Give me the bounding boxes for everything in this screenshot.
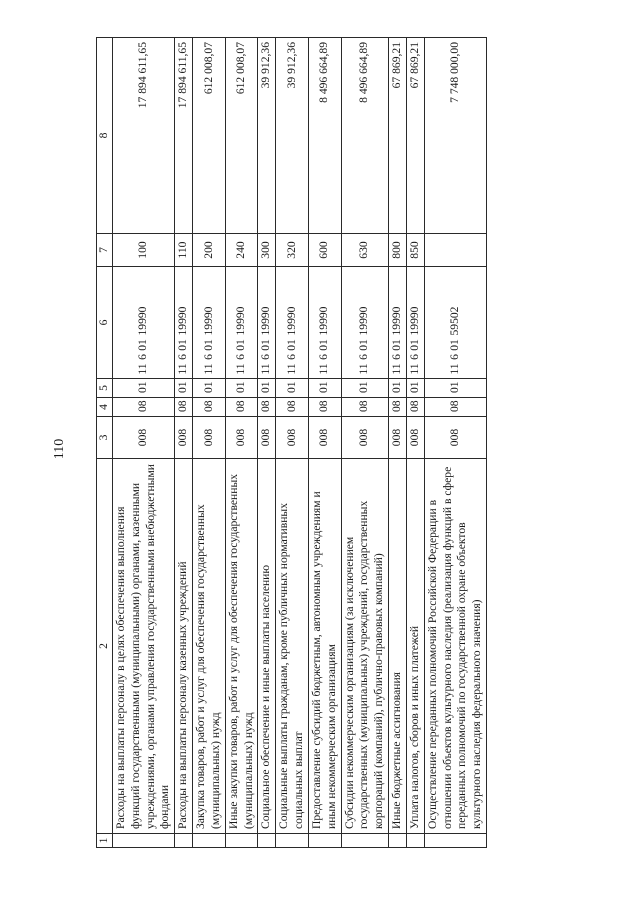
target-article-code bbox=[424, 267, 486, 379]
table-row bbox=[193, 38, 226, 848]
expense-name: Уплата налогов, сборов и иных платежей bbox=[406, 459, 424, 834]
section-code: 08 bbox=[276, 398, 309, 417]
program-code: 11 bbox=[136, 363, 150, 375]
expense-type-code: 320 bbox=[276, 234, 309, 267]
row-index-cell bbox=[308, 834, 341, 848]
table-row bbox=[175, 38, 193, 848]
ministry-code: 008 bbox=[258, 417, 276, 459]
subsection-code: 01 bbox=[193, 379, 226, 398]
expense-name: Иные закупки товаров, работ и услуг для обеспечения государственных (муниципальных) нужд bbox=[225, 459, 258, 834]
direction-code: 19990 bbox=[176, 306, 190, 336]
amount: 39 912,36 bbox=[276, 38, 309, 234]
row-index-cell bbox=[175, 834, 193, 848]
table-row bbox=[406, 38, 424, 848]
expense-type-code: 110 bbox=[175, 234, 193, 267]
subprogram-code: 6 bbox=[259, 354, 273, 360]
section-code: 08 bbox=[424, 398, 486, 417]
direction-code: 19990 bbox=[284, 306, 298, 336]
target-article-code bbox=[406, 267, 424, 379]
direction-code: 19990 bbox=[390, 306, 404, 336]
row-index-cell bbox=[193, 834, 226, 848]
subsection-code: 01 bbox=[341, 379, 388, 398]
event-code: 01 bbox=[201, 339, 215, 351]
ministry-code: 008 bbox=[424, 417, 486, 459]
expense-type-code: 850 bbox=[406, 234, 424, 267]
amount: 17 894 611,65 bbox=[175, 38, 193, 234]
event-code: 01 bbox=[407, 339, 421, 351]
direction-code: 59502 bbox=[447, 306, 461, 336]
section-code: 08 bbox=[193, 398, 226, 417]
program-code: 11 bbox=[201, 363, 215, 375]
direction-code: 19990 bbox=[407, 306, 421, 336]
program-code: 11 bbox=[390, 363, 404, 375]
table-body bbox=[113, 38, 487, 848]
program-code: 11 bbox=[284, 363, 298, 375]
subprogram-code: 6 bbox=[357, 354, 371, 360]
col-header: 5 bbox=[97, 379, 113, 398]
program-code: 11 bbox=[357, 363, 371, 375]
page-number bbox=[50, 438, 70, 460]
expense-name: Расходы на выплаты персоналу в целях обеспечения выполнения функций государственными (муниципальными) органами, казенными учреждениями, органами управления государственными внебюджетными фондами bbox=[113, 459, 175, 834]
expense-type-code: 240 bbox=[225, 234, 258, 267]
subprogram-code: 6 bbox=[390, 354, 404, 360]
subsection-code: 01 bbox=[424, 379, 486, 398]
section-code: 08 bbox=[113, 398, 175, 417]
amount: 67 869,21 bbox=[389, 38, 407, 234]
row-index-cell bbox=[113, 834, 175, 848]
event-code: 01 bbox=[317, 339, 331, 351]
row-index-cell bbox=[276, 834, 309, 848]
table-row bbox=[258, 38, 276, 848]
direction-code: 19990 bbox=[136, 306, 150, 336]
target-article-code bbox=[258, 267, 276, 379]
section-code: 08 bbox=[225, 398, 258, 417]
program-code: 11 bbox=[176, 363, 190, 375]
subprogram-code: 6 bbox=[176, 354, 190, 360]
target-article-code bbox=[341, 267, 388, 379]
table-row bbox=[113, 38, 175, 848]
ministry-code: 008 bbox=[175, 417, 193, 459]
expense-type-code bbox=[424, 234, 486, 267]
ministry-code: 008 bbox=[193, 417, 226, 459]
expense-name: Иные бюджетные ассигнования bbox=[389, 459, 407, 834]
col-header: 2 bbox=[97, 459, 113, 834]
section-code: 08 bbox=[406, 398, 424, 417]
row-index-cell bbox=[258, 834, 276, 848]
row-index-cell bbox=[341, 834, 388, 848]
ministry-code: 008 bbox=[389, 417, 407, 459]
event-code: 01 bbox=[357, 339, 371, 351]
amount: 17 894 611,65 bbox=[113, 38, 175, 234]
ministry-code: 008 bbox=[341, 417, 388, 459]
row-index-cell bbox=[406, 834, 424, 848]
expense-name: Закупка товаров, работ и услуг для обеспечения государственных (муниципальных) нужд bbox=[193, 459, 226, 834]
subsection-code: 01 bbox=[406, 379, 424, 398]
col-header: 3 bbox=[97, 417, 113, 459]
col-header: 4 bbox=[97, 398, 113, 417]
event-code: 01 bbox=[284, 339, 298, 351]
target-article-code bbox=[225, 267, 258, 379]
subsection-code: 01 bbox=[113, 379, 175, 398]
direction-code: 19990 bbox=[317, 306, 331, 336]
ministry-code: 008 bbox=[308, 417, 341, 459]
table-row bbox=[276, 38, 309, 848]
event-code: 01 bbox=[447, 339, 461, 351]
amount: 612 008,07 bbox=[193, 38, 226, 234]
program-code: 11 bbox=[234, 363, 248, 375]
target-article-code bbox=[193, 267, 226, 379]
event-code: 01 bbox=[259, 339, 273, 351]
target-article-code bbox=[113, 267, 175, 379]
event-code: 01 bbox=[136, 339, 150, 351]
expense-type-code: 100 bbox=[113, 234, 175, 267]
amount: 39 912,36 bbox=[258, 38, 276, 234]
table-row bbox=[424, 38, 486, 848]
subprogram-code: 6 bbox=[317, 354, 331, 360]
target-article-code bbox=[389, 267, 407, 379]
section-code: 08 bbox=[308, 398, 341, 417]
expense-type-code: 300 bbox=[258, 234, 276, 267]
subsection-code: 01 bbox=[258, 379, 276, 398]
expense-name: Расходы на выплаты персоналу казенных учреждений bbox=[175, 459, 193, 834]
subsection-code: 01 bbox=[276, 379, 309, 398]
col-header: 6 bbox=[97, 267, 113, 379]
expense-type-code: 200 bbox=[193, 234, 226, 267]
program-code: 11 bbox=[447, 363, 461, 375]
event-code: 01 bbox=[390, 339, 404, 351]
section-code: 08 bbox=[175, 398, 193, 417]
subprogram-code: 6 bbox=[284, 354, 298, 360]
expense-name: Предоставление субсидий бюджетным, автономным учреждениям и иным некоммерческим организациям bbox=[308, 459, 341, 834]
expense-name: Социальное обеспечение и иные выплаты населению bbox=[258, 459, 276, 834]
row-index-cell bbox=[389, 834, 407, 848]
amount: 67 869,21 bbox=[406, 38, 424, 234]
expense-type-code: 630 bbox=[341, 234, 388, 267]
subprogram-code: 6 bbox=[407, 354, 421, 360]
table-row bbox=[225, 38, 258, 848]
target-article-code bbox=[175, 267, 193, 379]
subprogram-code: 6 bbox=[201, 354, 215, 360]
ministry-code: 008 bbox=[406, 417, 424, 459]
subprogram-code: 6 bbox=[447, 354, 461, 360]
header-row bbox=[97, 38, 113, 848]
event-code: 01 bbox=[234, 339, 248, 351]
program-code: 11 bbox=[407, 363, 421, 375]
amount: 612 008,07 bbox=[225, 38, 258, 234]
section-code: 08 bbox=[341, 398, 388, 417]
page-number-text: 110 bbox=[52, 438, 68, 460]
section-code: 08 bbox=[389, 398, 407, 417]
row-index-cell bbox=[424, 834, 486, 848]
budget-table bbox=[96, 37, 487, 848]
target-article-code bbox=[308, 267, 341, 379]
direction-code: 19990 bbox=[259, 306, 273, 336]
event-code: 01 bbox=[176, 339, 190, 351]
direction-code: 19990 bbox=[357, 306, 371, 336]
section-code: 08 bbox=[258, 398, 276, 417]
col-header: 1 bbox=[97, 834, 113, 848]
table-row bbox=[341, 38, 388, 848]
expense-name: Социальные выплаты гражданам, кроме публичных нормативных социальных выплат bbox=[276, 459, 309, 834]
subsection-code: 01 bbox=[389, 379, 407, 398]
amount: 8 496 664,89 bbox=[308, 38, 341, 234]
direction-code: 19990 bbox=[234, 306, 248, 336]
amount: 7 748 000,00 bbox=[424, 38, 486, 234]
target-article-code bbox=[276, 267, 309, 379]
program-code: 11 bbox=[317, 363, 331, 375]
table-row bbox=[389, 38, 407, 848]
col-header: 8 bbox=[97, 38, 113, 234]
ministry-code: 008 bbox=[225, 417, 258, 459]
ministry-code: 008 bbox=[113, 417, 175, 459]
subsection-code: 01 bbox=[308, 379, 341, 398]
subsection-code: 01 bbox=[175, 379, 193, 398]
expense-name: Субсидии некоммерческим организациям (за исключением государственных (муниципальных) учреждений, государственных корпораций (компаний), публично-правовых компаний) bbox=[341, 459, 388, 834]
expense-name: Осуществление переданных полномочий Российской Федерации в отношении объектов культурного наследия (реализация функций в сфере переданных полномочий по государственной охране объектов культурного наследия федерального значения) bbox=[424, 459, 486, 834]
subprogram-code: 6 bbox=[136, 354, 150, 360]
ministry-code: 008 bbox=[276, 417, 309, 459]
direction-code: 19990 bbox=[201, 306, 215, 336]
expense-type-code: 600 bbox=[308, 234, 341, 267]
budget-table-container bbox=[96, 38, 624, 848]
amount: 8 496 664,89 bbox=[341, 38, 388, 234]
program-code: 11 bbox=[259, 363, 273, 375]
subsection-code: 01 bbox=[225, 379, 258, 398]
subprogram-code: 6 bbox=[234, 354, 248, 360]
row-index-cell bbox=[225, 834, 258, 848]
expense-type-code: 800 bbox=[389, 234, 407, 267]
table-row bbox=[308, 38, 341, 848]
col-header: 7 bbox=[97, 234, 113, 267]
